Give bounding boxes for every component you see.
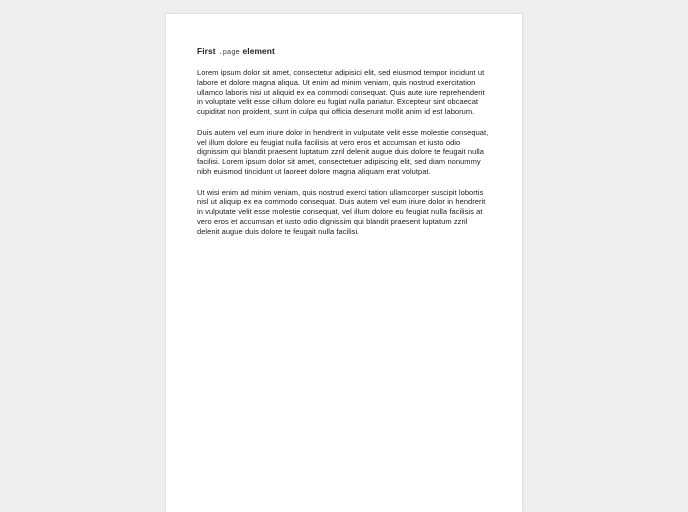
paragraph: Lorem ipsum dolor sit amet, consectetur adipisici elit, sed eiusmod tempor incidunt ut labore et dolore magna aliqua. Ut enim ad minim veniam, quis nostrud exercitation ullamco laboris nisi ut aliquid ex ea commodi consequat. Quis aute iure reprehenderit in voluptate velit esse cillum dolore eu fugiat nulla pariatur. Excepteur sint obcaecat cupiditat non proident, sunt in culpa qui officia deserunt mollit anim id est laborum. <box>197 68 485 116</box>
paragraph: Duis autem vel eum iriure dolor in hendrerit in vulputate velit esse molestie consequat, vel illum dolore eu feugiat nulla facilisis at vero eros et accumsan et iusto odio dignissim qui blandit praesent luptatum zzril delenit augue duis dolore te feugait nulla facilisi. Lorem ipsum dolor sit amet, consectetuer adipiscing elit, sed diam nonummy nibh euismod tincidunt ut laoreet dolore magna aliquam erat volutpat. <box>197 127 489 176</box>
document-content <box>197 46 491 236</box>
page-title <box>197 46 491 59</box>
page-title-code: .page <box>218 49 240 57</box>
page-title-prefix: First <box>197 46 216 56</box>
page-title-suffix: element <box>242 46 275 56</box>
paragraph: Ut wisi enim ad minim veniam, quis nostrud exerci tation ullamcorper suscipit lobortis nisl ut aliquip ex ea commodo consequat. Duis autem vel eum iriure dolor in hendrerit in vulputate velit esse molestie consequat, vel illum dolore eu feugiat nulla facilisis at vero eros et accumsan et iusto odio dignissim qui blandit praesent luptatum zzril delenit augue duis dolore te feugait nulla facilisi. <box>197 187 486 236</box>
page-sheet <box>166 14 522 512</box>
